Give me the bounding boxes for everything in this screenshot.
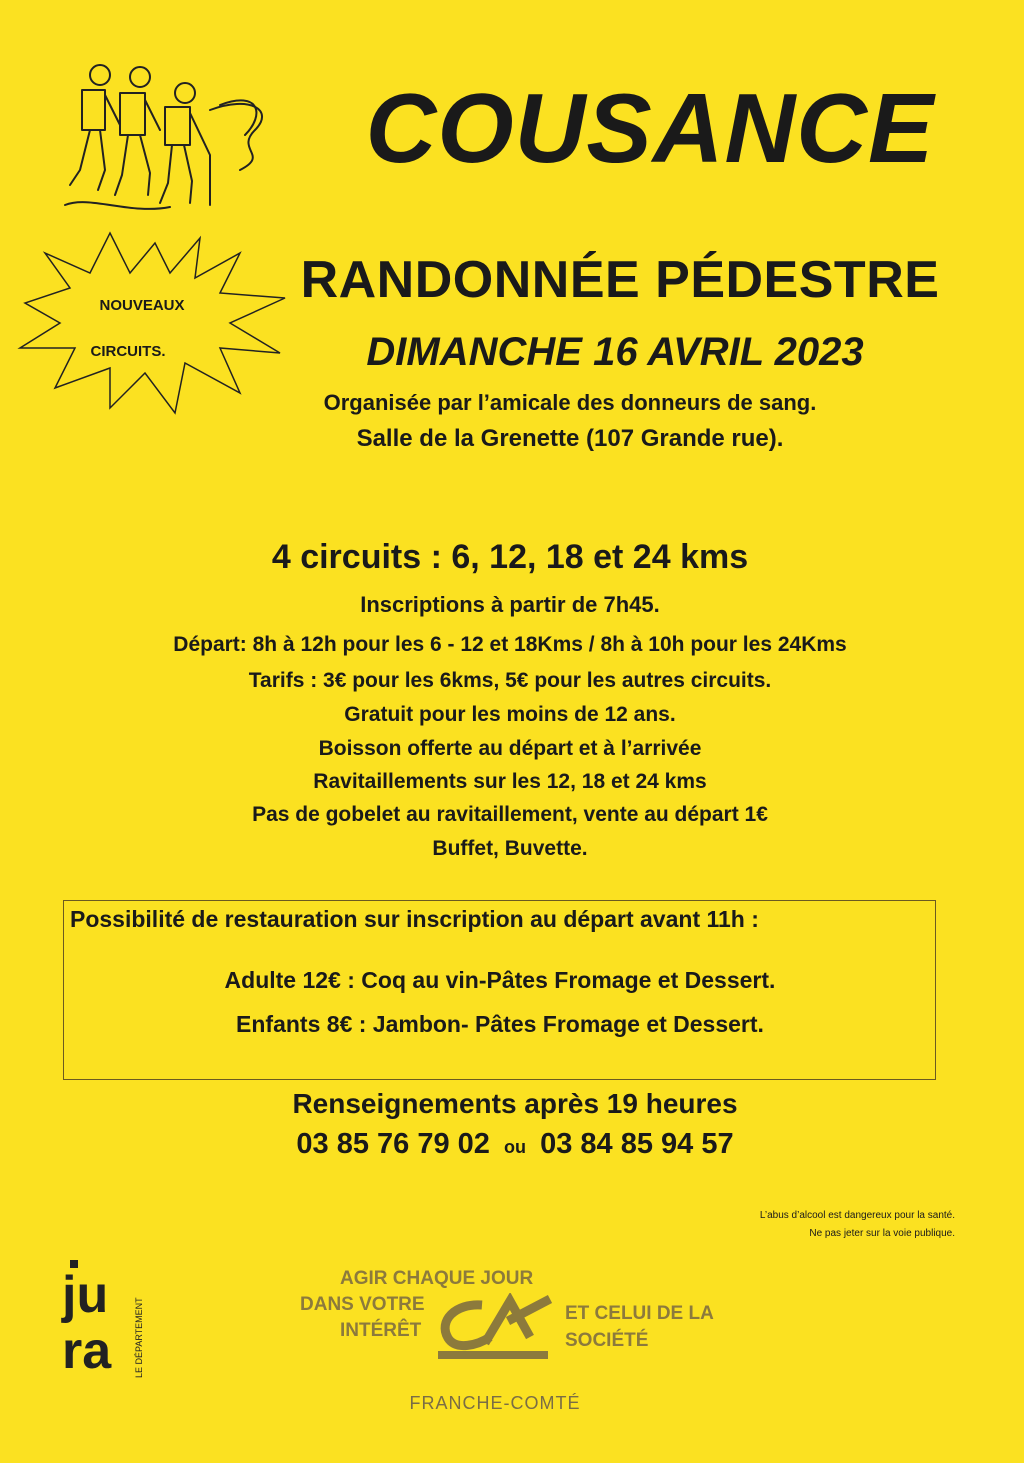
svg-text:ju: ju: [62, 1266, 109, 1324]
phone-1: 03 85 76 79 02: [296, 1128, 490, 1160]
alcohol-warning: L’abus d’alcool est dangereux pour la santé.: [759, 1210, 955, 1221]
restauration-adult: Adulte 12€ : Coq au vin-Pâtes Fromage et Dessert.: [224, 967, 776, 993]
svg-text:LE DÉPARTEMENT: LE DÉPARTEMENT: [134, 1297, 144, 1378]
phone-2: 03 84 85 94 57: [540, 1128, 734, 1160]
burst-line-2: CIRCUITS.: [90, 343, 166, 360]
restauration-heading: Possibilité de restauration sur inscription au départ avant 11h :: [70, 906, 759, 932]
ca-slogan-2: DANS VOTRE: [300, 1294, 425, 1315]
jura-logo: [60, 1260, 160, 1380]
depart-line: Départ: 8h à 12h pour les 6 - 12 et 18Kms / 8h à 10h pour les 24Kms: [173, 633, 847, 656]
event-venue: Salle de la Grenette (107 Grande rue).: [356, 425, 784, 452]
contact-phones: [150, 1128, 880, 1161]
gratuit-line: Gratuit pour les moins de 12 ans.: [344, 703, 676, 726]
hikers-illustration: [60, 55, 275, 220]
litter-warning: Ne pas jeter sur la voie publique.: [809, 1228, 955, 1239]
buffet-line: Buffet, Buvette.: [432, 837, 588, 860]
svg-text:ra: ra: [62, 1322, 112, 1380]
ca-slogan-5: SOCIÉTÉ: [565, 1330, 649, 1351]
phone-separator: ou: [504, 1137, 526, 1157]
credit-agricole-logo: [430, 1293, 560, 1361]
event-date: DIMANCHE 16 AVRIL 2023: [366, 330, 864, 374]
ca-slogan-3: INTÉRÊT: [340, 1320, 422, 1341]
circuits-summary: 4 circuits : 6, 12, 18 et 24 kms: [271, 538, 749, 576]
restauration-child: Enfants 8€ : Jambon- Pâtes Fromage et Dessert.: [236, 1011, 764, 1037]
ca-region: FRANCHE-COMTÉ: [409, 1393, 581, 1413]
tarifs-line: Tarifs : 3€ pour les 6kms, 5€ pour les autres circuits.: [248, 669, 772, 692]
burst-line-1: NOUVEAUX: [99, 297, 185, 314]
inscriptions-line: Inscriptions à partir de 7h45.: [360, 592, 660, 617]
town-title: COUSANCE: [365, 73, 935, 183]
boisson-line: Boisson offerte au départ et à l’arrivée: [318, 737, 702, 760]
event-organizer: Organisée par l’amicale des donneurs de sang.: [323, 390, 817, 415]
contact-heading: Renseignements après 19 heures: [292, 1088, 738, 1119]
event-title: RANDONNÉE PÉDESTRE: [300, 251, 940, 309]
ravitaillements-line: Ravitaillements sur les 12, 18 et 24 kms: [313, 770, 707, 793]
ca-slogan-4: ET CELUI DE LA: [565, 1303, 714, 1324]
gobelet-line: Pas de gobelet au ravitaillement, vente au départ 1€: [252, 803, 768, 826]
ca-slogan-1: AGIR CHAQUE JOUR: [340, 1268, 534, 1289]
